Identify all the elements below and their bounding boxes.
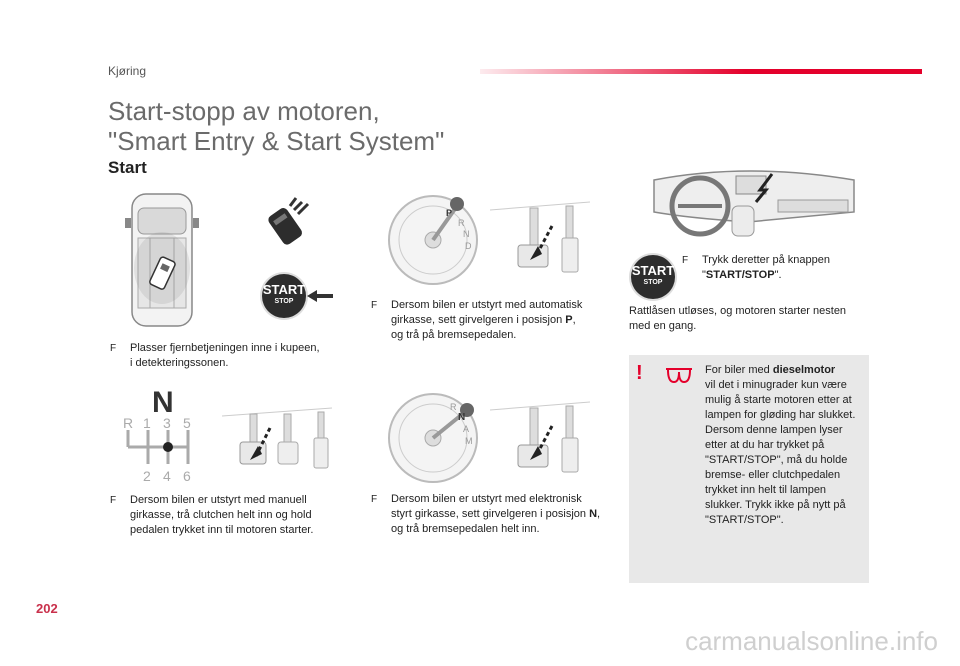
gear-letter-r: R — [458, 218, 465, 228]
gear-letter-n-electronic: N — [458, 412, 466, 423]
gear-letter-d: D — [465, 241, 472, 251]
gear-label-1: 1 — [143, 415, 151, 431]
gear-letter-a-electronic: A — [463, 424, 470, 434]
gear-label-5: 5 — [183, 415, 191, 431]
page-title — [108, 96, 444, 156]
gear-letter-n: N — [463, 229, 470, 239]
header-rule — [480, 69, 922, 74]
page-number: 202 — [36, 601, 58, 616]
pedals-clutch-illustration — [222, 400, 337, 478]
gear-label-6: 6 — [183, 468, 191, 484]
warning-note-text: For biler med dieselmotor vil det i minugrader kun være mulig å starte motoren etter at lampen for gløding har slukket. Dersom denne lampen lyser etter at du har trykket på "START/STOP", må du holde bremse- eller clutchpedalen trykket inn helt til lampen slukker. Trykk ikke på nytt på "START/STOP". — [705, 364, 856, 526]
arrow-left-icon — [305, 288, 335, 304]
gear-label-3: 3 — [163, 415, 171, 431]
warning-exclamation-icon: ! — [636, 362, 643, 384]
dashboard-illustration — [648, 168, 858, 246]
pedals-brake-illustration — [490, 190, 595, 280]
vehicle-topview-illustration — [120, 188, 205, 330]
start-stop-button-icon: START STOP — [262, 274, 306, 318]
pedals-brake-illustration-electronic — [490, 390, 595, 480]
bullet-automatic-gearbox: F Dersom bilen er utstyrt med automatisk girkasse, sett girvelgeren i posisjon P, og trå på bremsepedalen. — [371, 299, 583, 341]
gear-letter-m-electronic: M — [465, 436, 473, 446]
title-line-2: "Smart Entry & Start System" — [108, 126, 445, 156]
result-paragraph: Rattlåsen utløses, og motoren starter nesten med en gang. — [629, 305, 847, 332]
bullet-manual-gearbox: F Dersom bilen er utstyrt med manuell girkasse, trå clutchen helt inn og hold pedalen trykket inn til motoren starter. — [110, 494, 314, 536]
bullet-key-in-cabin: F Plasser fjernbetjeningen inne i kupeen, i detekteringssonen. — [110, 342, 320, 369]
start-stop-button-icon-right: START STOP — [631, 255, 675, 299]
subheading: Start — [108, 158, 147, 177]
watermark: carmanualsonline.info — [685, 626, 938, 656]
gear-letter-p: P — [446, 208, 453, 218]
key-fob-icon — [252, 190, 312, 250]
section-label: Kjøring — [108, 64, 147, 78]
glow-plug-icon — [664, 366, 694, 386]
gear-label-2: 2 — [143, 468, 151, 484]
bullet-electronic-gearbox: F Dersom bilen er utstyrt med elektronisk styrt girkasse, sett girvelgeren i posisjon N, og trå bremsepedalen helt inn. — [371, 493, 601, 535]
bullet-press-start-stop: F Trykk deretter på knappen "START/STOP". — [682, 254, 830, 281]
title-line-1: Start-stopp av motoren, — [108, 96, 380, 126]
gear-letter-r-electronic: R — [450, 402, 457, 412]
automatic-gear-selector-illustration — [385, 190, 485, 290]
gear-neutral-letter: N — [152, 386, 174, 419]
gear-label-r: R — [123, 415, 134, 431]
gear-label-4: 4 — [163, 468, 171, 484]
